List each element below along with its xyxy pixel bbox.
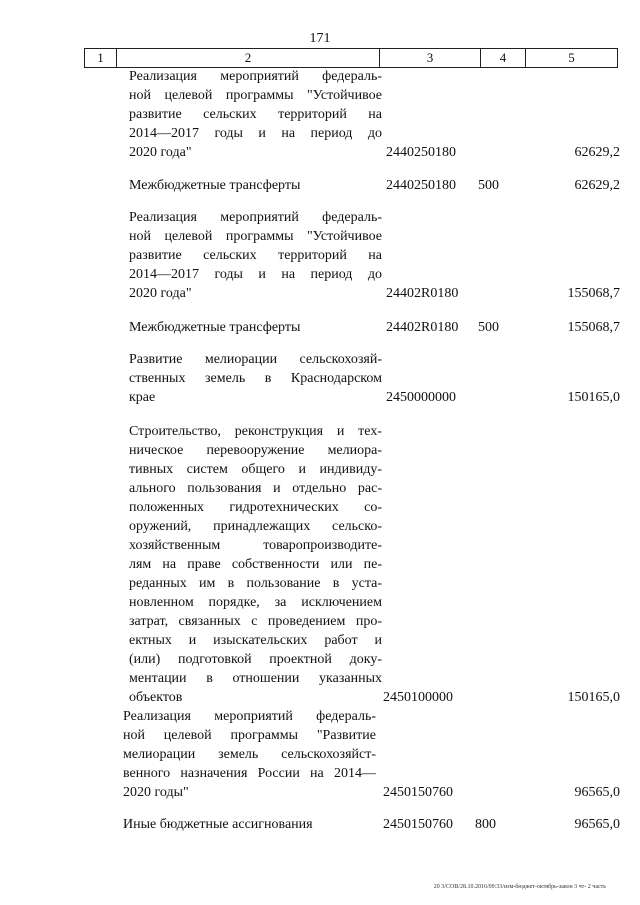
row-description (129, 350, 382, 407)
description-line: (или) подготовкой проектной доку- (129, 652, 382, 667)
description-line: Межбюджетные трансферты (129, 178, 301, 193)
description-line: лям на праве собственности или пе- (129, 557, 382, 572)
description-line: Развитие мелиорации сельскохозяй- (129, 352, 382, 367)
description-line: Реализация мероприятий федераль- (123, 709, 376, 724)
row-description (129, 318, 382, 337)
table-header (84, 48, 618, 68)
description-line: 2014—2017 годы и на период до (129, 126, 382, 141)
description-line: новленном порядке, за исключением (129, 595, 382, 610)
description-line: ническое перевооружение мелиора- (129, 443, 382, 458)
row-description (123, 815, 376, 834)
description-line: тивных систем общего и индивиду- (129, 462, 382, 477)
description-line: реданных им в пользование в уста- (129, 576, 382, 591)
row-amount: 96565,0 (574, 785, 620, 800)
description-line: ектных и изыскательских работ и (129, 633, 382, 648)
description-line: оружений, принадлежащих сельско- (129, 519, 382, 534)
row-amount: 155068,7 (567, 286, 620, 301)
description-line: ной целевой программы "Устойчивое (129, 88, 382, 103)
description-line: Реализация мероприятий федераль- (129, 210, 382, 225)
row-code: 2450100000 (383, 690, 453, 705)
description-line: развитие сельских территорий на (129, 107, 382, 122)
row-amount: 62629,2 (574, 145, 620, 160)
row-amount: 96565,0 (574, 817, 620, 832)
row-amount: 150165,0 (567, 690, 620, 705)
description-line: Реализация мероприятий федераль- (129, 69, 382, 84)
header-col-5: 5 (568, 50, 575, 65)
header-col-1: 1 (85, 49, 117, 67)
row-description (123, 707, 376, 802)
row-expense-type: 800 (475, 817, 496, 832)
description-line: 2014—2017 годы и на период до (129, 267, 382, 282)
description-line: 2020 года" (129, 145, 192, 160)
row-amount: 62629,2 (574, 178, 620, 193)
header-col-3: 3 (380, 49, 481, 67)
page-number: 171 (309, 31, 331, 46)
row-amount: 150165,0 (567, 390, 620, 405)
description-line: крае (129, 390, 156, 405)
row-code: 2450000000 (386, 390, 456, 405)
description-line: Строительство, реконструкция и тех- (129, 424, 382, 439)
description-line: ального пользования и отдельно рас- (129, 481, 382, 496)
row-description (129, 422, 382, 707)
row-expense-type: 500 (478, 320, 499, 335)
footer-stamp: 20 3/СОВ/28.10.2016/09:33/изм-бюджет-октябрь-закон 3 чт- 2 часть (433, 884, 606, 890)
row-description (129, 67, 382, 162)
row-code: 2440250180 (386, 145, 456, 160)
description-line: хозяйственным товаропроизводите- (129, 538, 382, 553)
description-line: ной целевой программы "Устойчивое (129, 229, 382, 244)
description-line: положенных гидротехнических со- (129, 500, 382, 515)
header-col-4: 4 (481, 49, 526, 67)
description-line: мелиорации земель сельскохозяйст- (123, 747, 376, 762)
description-line: ментации в отношении указанных (129, 671, 382, 686)
header-col-2: 2 (117, 49, 380, 67)
row-amount: 155068,7 (567, 320, 620, 335)
description-line: 2020 года" (129, 286, 192, 301)
row-description (129, 208, 382, 303)
row-code: 24402R0180 (386, 286, 459, 301)
description-line: затрат, связанных с проведением про- (129, 614, 382, 629)
row-code: 2450150760 (383, 785, 453, 800)
description-line: развитие сельских территорий на (129, 248, 382, 263)
description-line: Иные бюджетные ассигнования (123, 817, 313, 832)
row-code: 24402R0180 (386, 320, 459, 335)
description-line: ной целевой программы "Развитие (123, 728, 376, 743)
description-line: венного назначения России на 2014— (123, 766, 376, 781)
row-code: 2450150760 (383, 817, 453, 832)
row-code: 2440250180 (386, 178, 456, 193)
row-description (129, 176, 382, 195)
description-line: объектов (129, 690, 183, 705)
description-line: 2020 годы" (123, 785, 189, 800)
description-line: ственных земель в Краснодарском (129, 371, 382, 386)
row-expense-type: 500 (478, 178, 499, 193)
description-line: Межбюджетные трансферты (129, 320, 301, 335)
